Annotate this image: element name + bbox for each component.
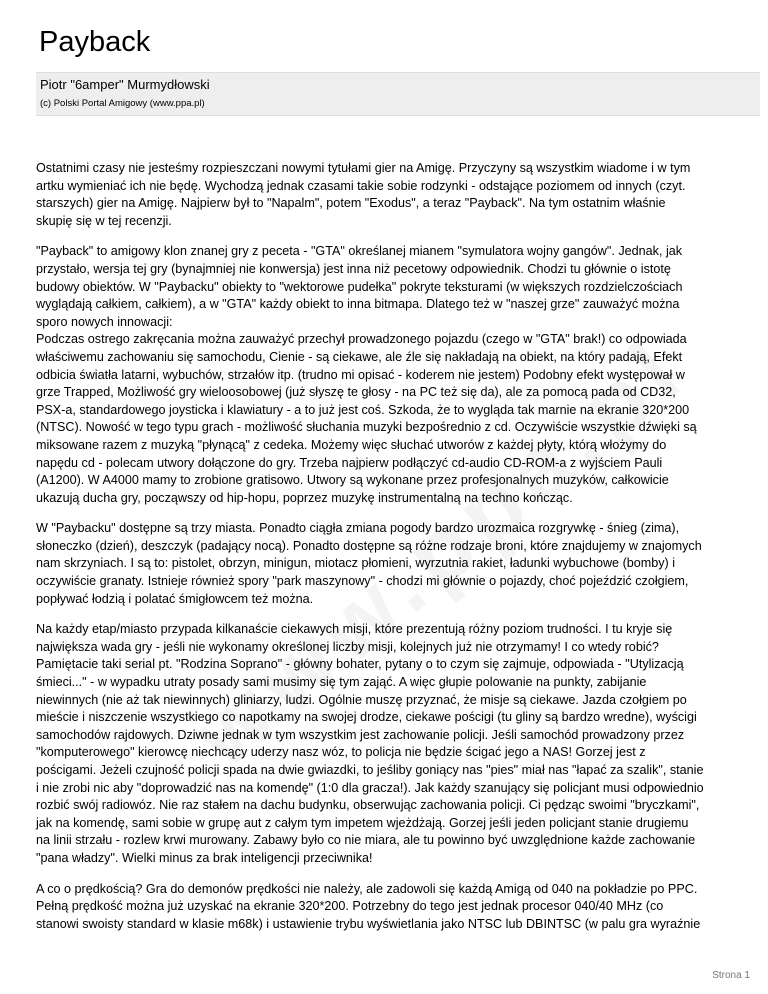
paragraph-cities: W "Paybacku" dostępne są trzy miasta. Ponadto ciągła zmiana pogody bardzo urozmaica rozgrywkę - śnieg (zima), słoneczko (dzień), deszczyk (padający nocą). Ponadto dostępne są różne rodzaje broni, które znajdujemy w znajomych nam skrzyniach. I są to: pistolet, obrzyn, minigun, miotacz płomieni, wyrzutnia rakiet, ładunki wybuchowe (bomby) i oczywiście granaty. Istnieje również spory "park maszynowy" - chodzi mi głównie o pojazdy, choć pojeździć czołgiem, popływać łodzią i polatać śmigłowcem też można.: [36, 521, 702, 606]
author-header: [36, 72, 760, 116]
copyright-notice: (c) Polski Portal Amigowy (www.ppa.pl): [40, 98, 205, 109]
article-body: [36, 160, 766, 946]
page-number: Strona 1: [712, 970, 750, 981]
author-name: Piotr "6amper" Murmydłowski: [40, 77, 210, 92]
paragraph-intro: Ostatnimi czasy nie jesteśmy rozpieszczani nowymi tytułami gier na Amigę. Przyczyny są wszystkim wiadome i w tym artku wymieniać ich nie będę. Wychodzą jednak czasami takie sobie rodzynki - odstające poziomem od innych (czyt. starszych) gier na Amigę. Najpierw był to "Napalm", potem "Exodus", a teraz "Payback". Na tym ostatnim właśnie skupię się w tej recenzji.: [36, 161, 691, 228]
paragraph-missions: Na każdy etap/miasto przypada kilkanaście ciekawych misji, które prezentują różny poziom trudności. I tu kryje się największa wada gry - jeśli nie wykonamy określonej liczby misji, kolejnych już nie otrzymamy! I co wtedy robić? Pamiętacie taki serial pt. "Rodzina Soprano" - główny bohater, pytany o to czym się zajmuje, odpowiada - "Utylizacją śmieci..." - w wypadku utraty posady sami musimy się tym zająć. A więc głupie polowanie na punkty, zabijanie niewinnych (nie aż tak niewinnych) gliniarzy, ludzi. Ogólnie muszę przyznać, że misje są ciekawe. Jazda czołgiem po mieście i niszczenie wszystkiego co napotkamy na swojej drodze, ciekawe pościgi (tu gliny są bardzo wredne), wyścigi samochodów rajdowych. Dziwne jednak w tym wszystkim jest zachowanie policji. Jeśli samochód prowadzony przez "komputerowego" kierowcę niechcący uderzy nasz wóz, to policja nie będzie ścigać jego a NAS! Gorzej jest z pościgami. Jeżeli czujność policji spada na dwie gwiazdki, to jeśliby goniący nas "pies" miał nas "łapać za szalik", stanie i nie zrobi nic aby "doprowadzić nas na komendę" (1:0 dla gracza!). Jak każdy szanujący się policjant musi odpowiednio rozbić swój radiowóz. Nie raz stałem na dachu budynku, obserwując zachowania policji. Ci pędząc swoimi "bryczkami", jak na komendę, sami sobie w grupę aut z całym tym impetem wjeżdżają. Gorzej jeśli jeden policjant stanie drugiemu na linii strzału - rozlew krwi murowany. Zabawy było co nie miara, ale tu powinno być uwzględnione każde zachowanie "pana władzy". Wielki minus za brak inteligencji przeciwnika!: [36, 622, 704, 865]
document-title: Payback: [39, 26, 151, 58]
paragraph-speed: A co o prędkością? Gra do demonów prędkości nie należy, ale zadowoli się każdą Amigą od 040 na pokładzie po PPC. Pełną prędkość można już uzyskać na ekranie 320*200. Potrzebny do tego jest jednak procesor 040/40 MHz (co stanowi swoisty standard w klasie m68k) i ustawienie trybu wyświetlania jako NTSC lub DBINTSC (w palu gra wyraźnie: [36, 881, 701, 931]
paragraph-features: "Payback" to amigowy klon znanej gry z peceta - "GTA" określanej mianem "symulatora wojny gangów". Jednak, jak przystało, wersja tej gry (bynajmniej nie konwersja) jest inna niż pecetowy odpowiednik. Chodzi tu głównie o istotę budowy obiektów. W "Paybacku" obiekty to "wektorowe pudełka" pokryte teksturami (w większych rozdzielczościach wyglądają całkiem, całkiem), a w "GTA" każdy obiekt to inna bitmapa. Dlatego też w "naszej grze" zauważyć można sporo nowych innowacji: Podczas ostrego zakręcania można zauważyć przechył prowadzonego pojazdu (czego w "GTA" brak!) co odpowiada właściwemu zachowaniu się samochodu, Cienie - są ciekawe, ale źle się nakładają na obiekt, na który padają, Efekt odbicia światła latarni, wybuchów, strzałów itp. (trudno mi opisać - koderem nie jestem) Podobny efekt występował w grze Trapped, Możliwość gry wieloosobowej (już słyszę te głosy - na PC też się da), ale za pomocą pada od CD32, PSX-a, standardowego joysticka i klawiatury - a to już jest coś. Szkoda, że to wygląda tak marnie na ekranie 320*200 (NTSC). Nowość w tego typu grach - możliwość słuchania muzyki bezpośrednio z cd. Oczywiście wszystkie dźwięki są miksowane razem z muzyką "płynącą" z cedeka. Możemy więc słuchać utworów z każdej płyty, którą włożymy do napędu cd - polecam utwory dołączone do gry. Trzeba najpierw podłączyć cd-audio CD-ROM-a z wyjściem Pauli (A1200). W A4000 mamy to zrobione gratisowo. Utwory są wykonane przez profesjonalnych muzyków, całkowicie ukazują ducha gry, począwszy od hip-hopu, poprzez muzykę instrumentalną na techno kończąc.: [36, 244, 697, 505]
